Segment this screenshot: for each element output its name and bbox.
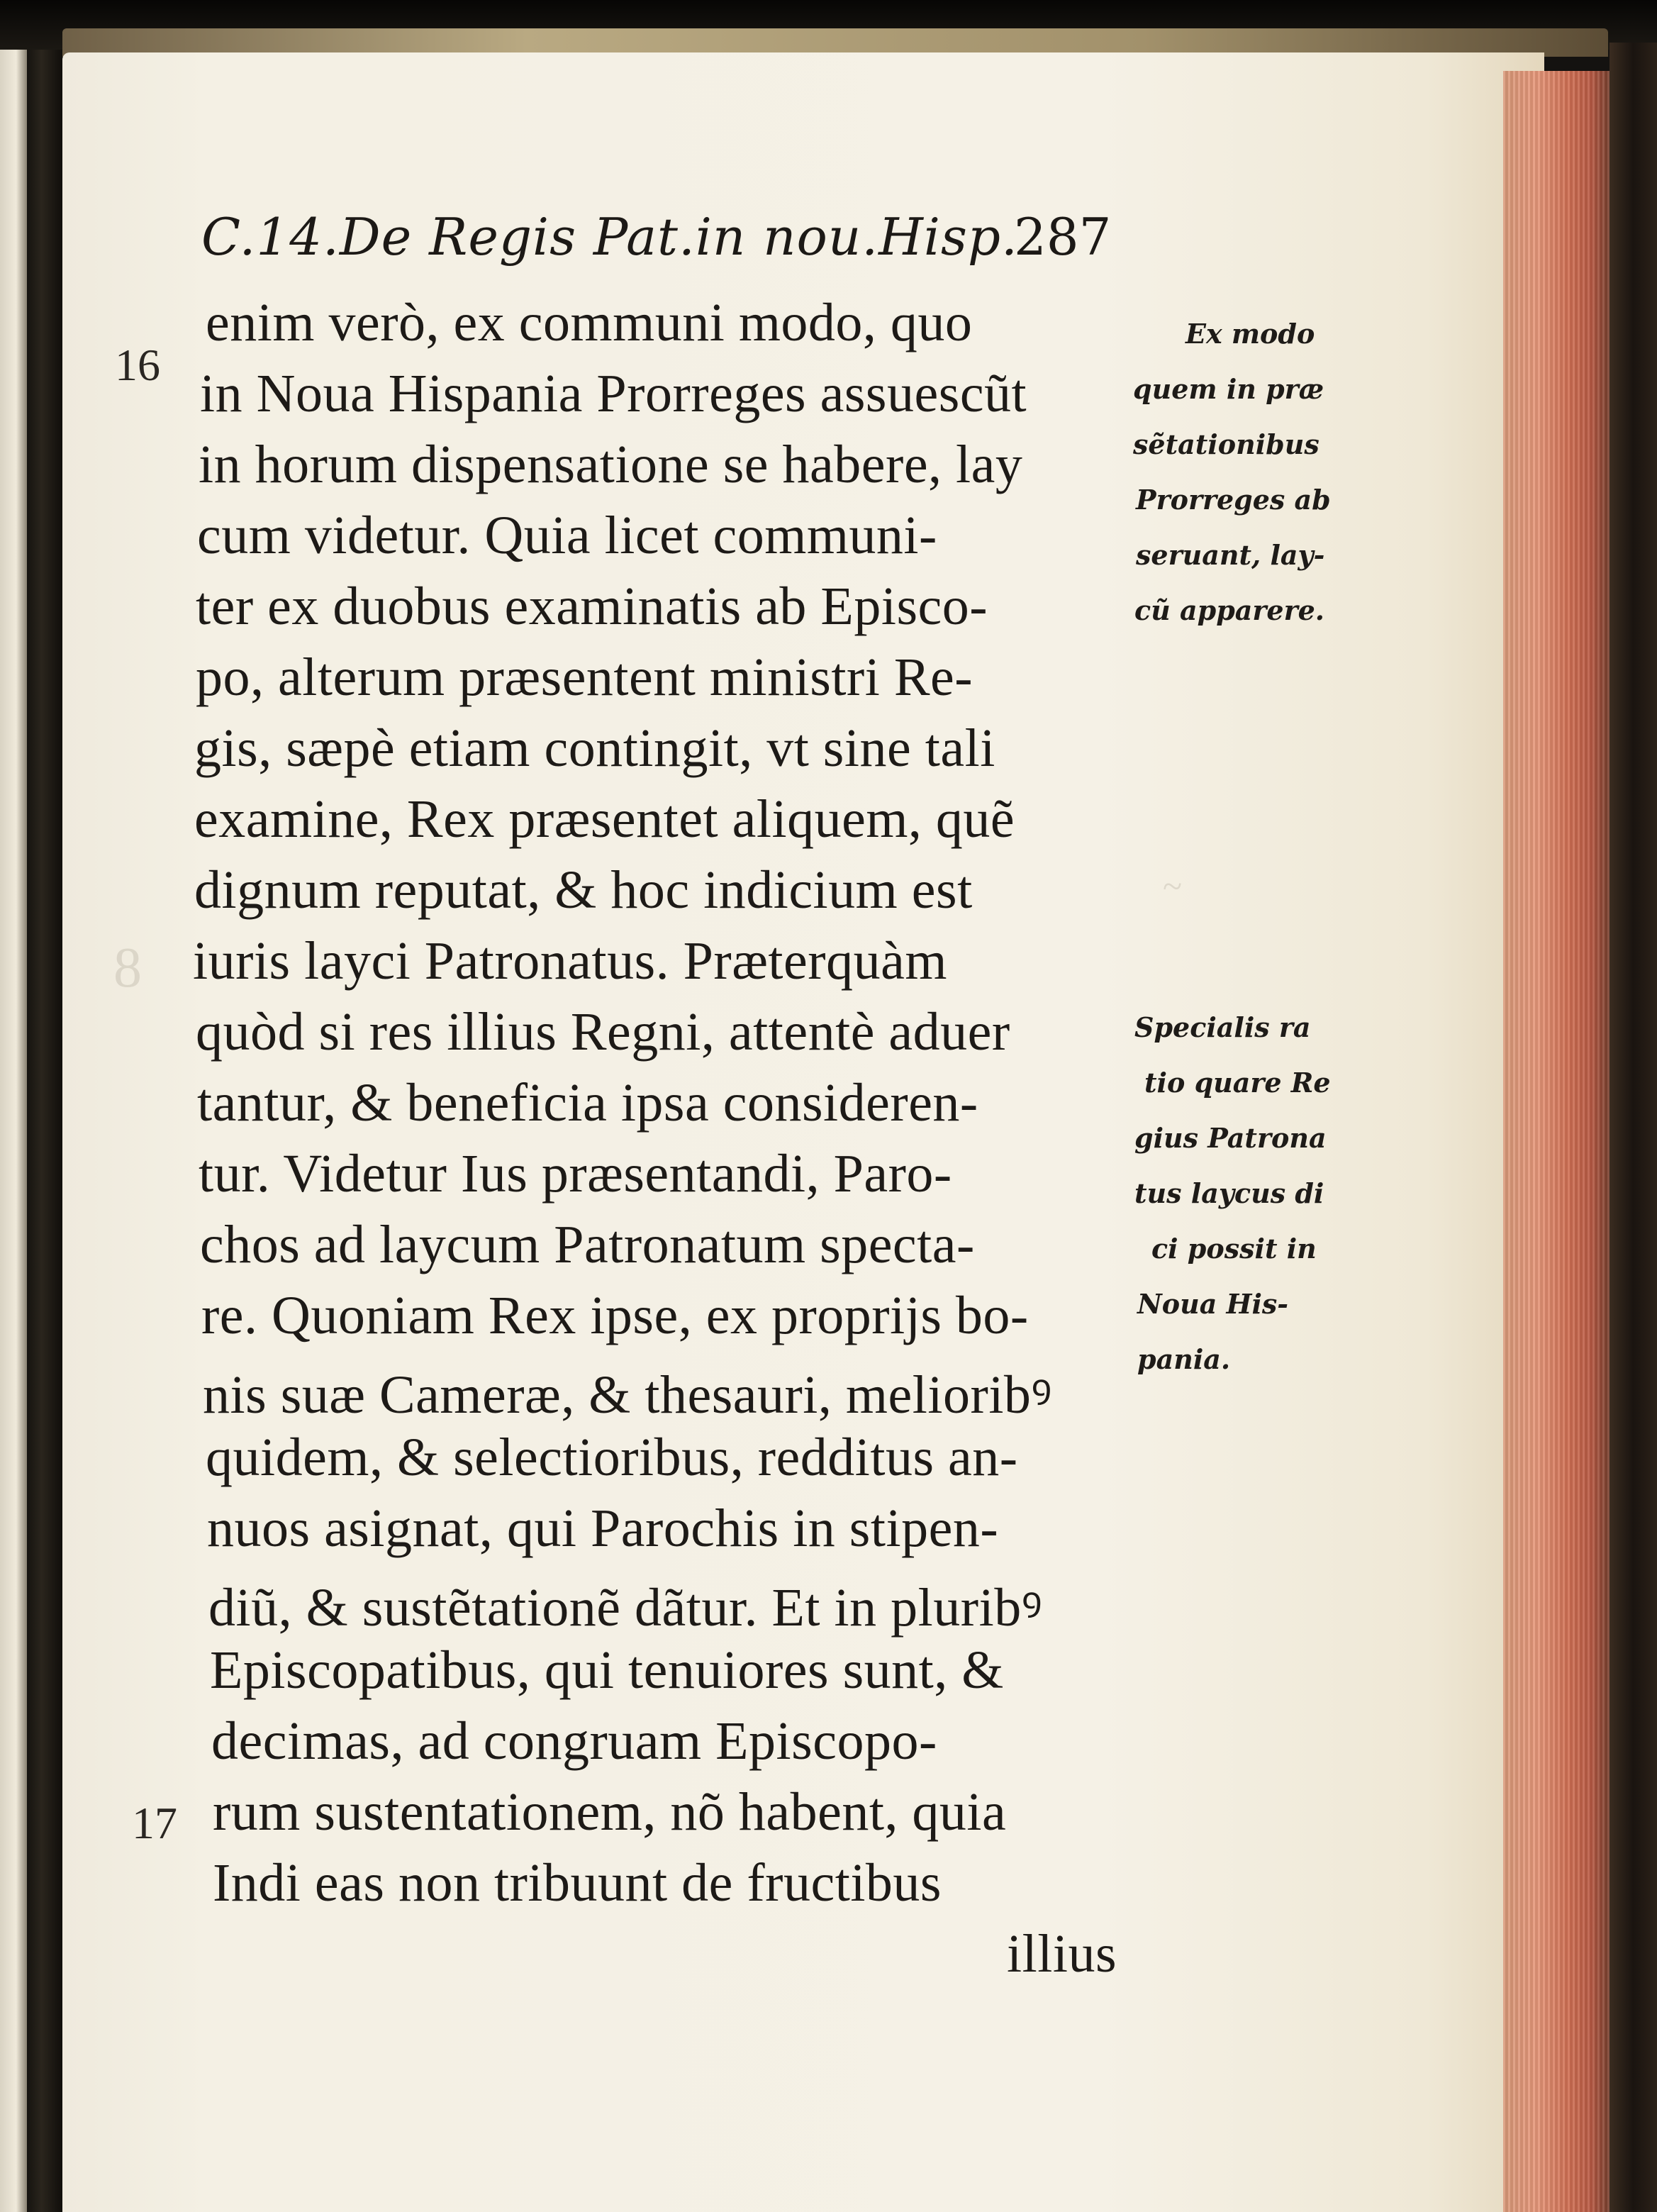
body-line: po, alterum præsentent ministri Re- [196,648,973,707]
paragraph-number: 16 [115,340,160,390]
catchword: illius [1007,1924,1117,1984]
body-line: in Noua Hispania Prorreges assuescũt [200,364,1027,423]
body-line: tantur, & beneficia ipsa consideren- [197,1073,978,1133]
body-line: decimas, ad congruam Episcopo- [211,1711,937,1771]
body-line: ter ex duobus examinatis ab Episco- [196,577,988,636]
show-through-mark: 8 [113,937,142,999]
margin-note-line: cũ apparere. [1134,594,1325,626]
paragraph-number: 17 [132,1798,177,1848]
body-line: tur. Videtur Ius præsentandi, Paro- [199,1144,952,1204]
page-fore-edge [1503,71,1613,2212]
margin-note-line: Specialis ra [1134,1011,1311,1043]
cover-edge [1609,43,1657,2212]
book-gutter [27,50,64,2212]
body-line: dignum reputat, & hoc indicium est [194,860,973,920]
body-line: chos ad laycum Patronatum specta- [200,1215,975,1274]
body-line: quidem, & selectioribus, redditus an- [206,1428,1018,1487]
page-number: 287 [1014,207,1112,267]
show-through-mark: ~ [1163,866,1183,906]
body-line: quòd si res illius Regni, attentè aduer [196,1002,1010,1062]
margin-note-line: seruant, lay- [1136,539,1325,571]
margin-note-line: Ex modo [1185,318,1315,350]
margin-note-line: Noua His- [1137,1288,1289,1320]
margin-note-line: ci possit in [1151,1233,1317,1265]
body-line: re. Quoniam Rex ipse, ex proprijs bo- [201,1286,1029,1345]
facing-page-edge [0,50,27,2212]
body-line: Episcopatibus, qui tenuiores sunt, & [210,1640,1004,1700]
body-line: cum videtur. Quia licet communi- [197,506,937,565]
body-line: in horum dispensatione se habere, lay [199,435,1023,494]
margin-note-line: quem in præ [1133,373,1324,405]
body-line: nuos asignat, qui Parochis in stipen- [207,1499,999,1558]
running-head: C.14.De Regis Pat.in nou.Hisp. [201,207,1018,267]
body-line: diũ, & sustẽtationẽ dãtur. Et in pluribꝰ [208,1578,1043,1638]
body-line: nis suæ Cameræ, & thesauri, melioribꝰ [203,1365,1052,1425]
margin-note-line: Prorreges ab [1136,484,1331,516]
margin-note-line: tus laycus di [1134,1177,1324,1209]
margin-note-line: pania. [1137,1343,1231,1375]
body-line: rum sustentationem, nõ habent, quia [213,1782,1007,1842]
body-line: gis, sæpè etiam contingit, vt sine tali [194,718,995,778]
body-line: enim verò, ex communi modo, quo [206,293,973,352]
margin-note-line: tio quare Re [1144,1067,1331,1099]
body-line: examine, Rex præsentet aliquem, quẽ [194,789,1015,849]
body-line: Indi eas non tribuunt de fructibus [213,1853,942,1913]
margin-note-line: gius Patrona [1134,1122,1327,1154]
body-line: iuris layci Patronatus. Præterquàm [193,931,947,991]
margin-note-line: sẽtationibus [1133,428,1320,460]
